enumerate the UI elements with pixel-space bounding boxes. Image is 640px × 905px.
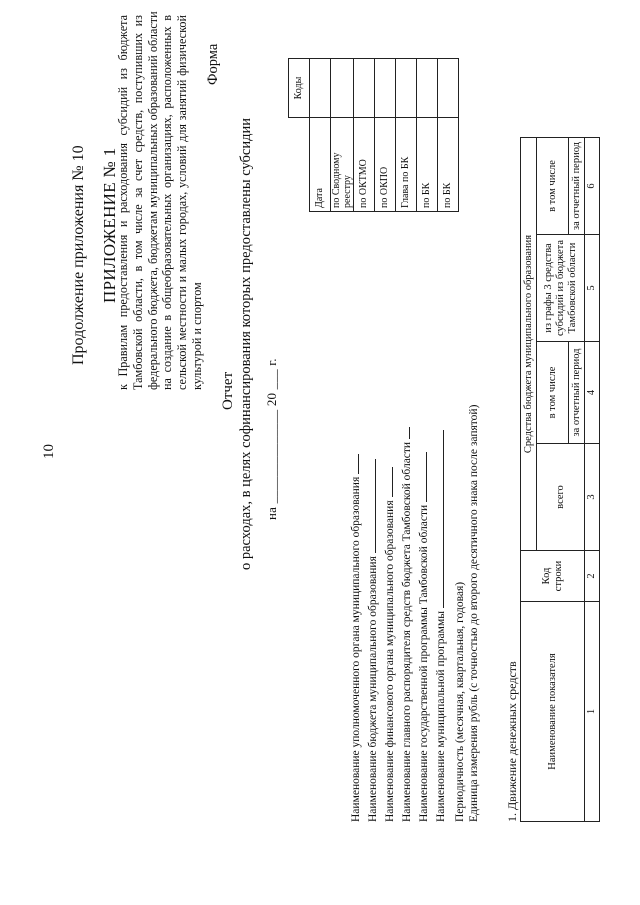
codes-row-value[interactable]	[416, 59, 437, 118]
codes-row-value[interactable]	[330, 59, 353, 118]
page-number: 10	[41, 444, 57, 459]
codes-blank	[289, 118, 310, 212]
header-for-period: за отчетный период	[569, 342, 585, 444]
field-line	[382, 468, 393, 498]
appendix-line: федерального бюджета, бюджетам муниципальных образований области	[145, 11, 160, 390]
codes-row-label: по БК	[416, 118, 437, 212]
codes-header: Коды	[289, 59, 310, 118]
header-including-2: в том числе	[537, 138, 569, 235]
codes-row-value[interactable]	[309, 59, 330, 118]
field-line	[433, 430, 444, 608]
header-line-code: Код строки	[521, 551, 585, 602]
appendix-line: к Правилам предоставления и расходования субсидий из бюджета	[116, 15, 130, 390]
codes-row-label: по Сводному реестру	[330, 118, 353, 212]
continuation-heading: Продолжение приложения № 10	[70, 145, 87, 365]
field-line	[399, 427, 410, 439]
field-authorized-body[interactable]	[348, 454, 362, 822]
appendix-line: Тамбовской области, в том числе за счет средств, поступивших из	[130, 15, 145, 390]
codes-row-value[interactable]	[374, 59, 395, 118]
codes-row-label: по ОКТМО	[353, 118, 374, 212]
header-group: Средства бюджета муниципального образования	[521, 138, 537, 551]
field-periodicity[interactable]	[454, 582, 466, 822]
codes-row-value[interactable]	[437, 59, 458, 118]
field-label: Наименование финансового органа муниципального образования	[384, 500, 396, 822]
field-financial-body[interactable]	[382, 468, 396, 823]
form-label: Форма	[205, 43, 221, 85]
appendix-line: культурой и спортом	[189, 282, 204, 390]
appendix-line: на создание в общеобразовательных организациях, расположенных в	[160, 15, 175, 390]
column-number: 2	[585, 551, 600, 602]
field-label: Наименование государственной программы Тамбовской области	[418, 504, 430, 822]
report-title: Отчет	[220, 371, 236, 410]
column-number: 5	[585, 235, 600, 342]
codes-row-label: Глава по БК	[395, 118, 416, 212]
column-number: 3	[585, 444, 600, 551]
field-chief-administrator[interactable]	[399, 427, 413, 822]
appendix-reference	[116, 11, 205, 390]
cash-flow-table	[520, 137, 600, 822]
column-number: 4	[585, 342, 600, 444]
header-for-period-2: за отчетный период	[569, 138, 585, 235]
field-line	[416, 452, 427, 502]
header-total: всего	[537, 444, 585, 551]
header-indicator: Наименование показателя	[521, 602, 585, 822]
appendix-title: ПРИЛОЖЕНИЕ № 1	[100, 147, 119, 303]
column-number: 6	[585, 138, 600, 235]
field-state-program[interactable]	[416, 452, 430, 822]
field-label: Периодичность (месячная, квартальная, годовая)	[454, 581, 466, 822]
field-line	[365, 459, 376, 553]
appendix-line: сельской местности и малых городах, условий для занятий физической	[175, 15, 190, 390]
field-label: Наименование муниципальной программы	[435, 611, 447, 822]
codes-table	[288, 58, 459, 212]
codes-row-value[interactable]	[353, 59, 374, 118]
field-label: Наименование бюджета муниципального образования	[367, 556, 379, 822]
field-label: Наименование уполномоченного органа муниципального образования	[350, 476, 362, 822]
codes-row-label: по БК	[437, 118, 458, 212]
report-period: на ______________ 20 ___ г.	[264, 358, 279, 520]
field-municipal-program[interactable]	[433, 430, 447, 822]
field-municipal-budget[interactable]	[365, 459, 379, 822]
field-unit	[468, 405, 480, 822]
report-subtitle: о расходах, в целях софинансирования которых предоставлены субсидии	[238, 118, 254, 570]
field-label: Наименование главного распорядителя средств бюджета Тамбовской области	[401, 441, 413, 822]
field-line	[348, 454, 359, 474]
field-label: Единица измерения рубль (с точностью до второго десятичного знака после запятой)	[468, 404, 480, 822]
codes-row-label: Дата	[309, 118, 330, 212]
section-title: 1. Движение денежных средств	[505, 661, 519, 822]
column-number: 1	[585, 602, 600, 822]
codes-row-label: по ОКПО	[374, 118, 395, 212]
codes-row-value[interactable]	[395, 59, 416, 118]
header-including: в том числе	[537, 342, 569, 444]
header-subsidy-funds: из графы 3 средства субсидий из бюджета Тамбовской области	[537, 235, 585, 342]
